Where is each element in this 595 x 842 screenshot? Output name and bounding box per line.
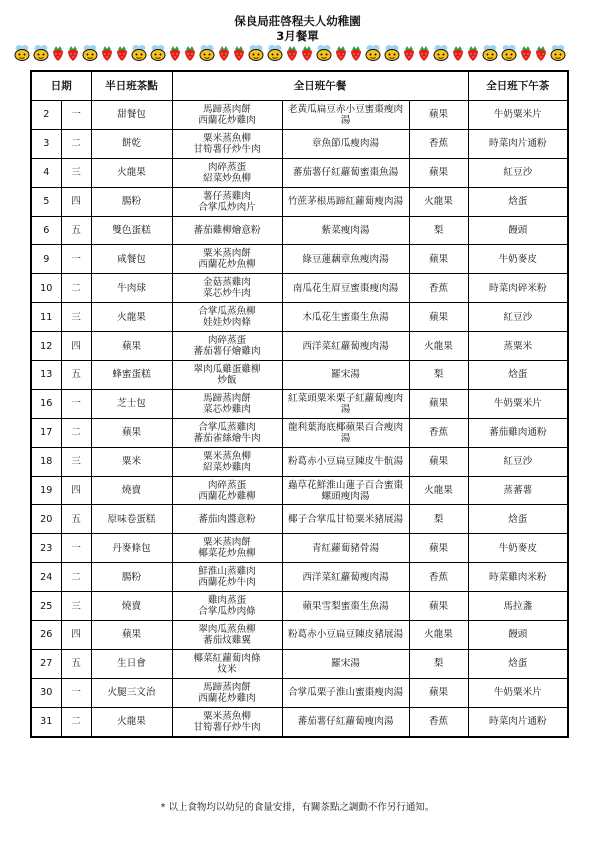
table-row: [31, 678, 568, 707]
weekday-cell: 四: [61, 187, 91, 216]
main-dish-line: 蕃茄雞柳燴意粉: [193, 225, 261, 236]
afternoon-tea-cell: 饅頭: [468, 216, 568, 245]
half-day-snack-cell: 燒賣: [91, 592, 172, 621]
table-row: [31, 101, 568, 130]
half-day-snack-cell: 腸粉: [91, 187, 172, 216]
strawberry-icon: [336, 46, 346, 61]
date-cell: 11: [31, 303, 61, 332]
main-dish-line: 馬蹄蒸肉餅: [203, 103, 251, 115]
header-half-day-snack: 半日班茶點: [91, 71, 172, 101]
date-cell: 2: [31, 101, 61, 130]
strawberry-icon: [53, 46, 63, 61]
strawberry-icon: [287, 46, 297, 61]
main-dish-cell: [172, 245, 282, 274]
main-dish-line: 合掌瓜蒸雞肉: [198, 421, 256, 433]
main-dish-line: 椰菜花炒魚柳: [198, 548, 256, 560]
main-dish-cell: [172, 361, 282, 390]
school-name: 保良局莊啓程夫人幼稚園: [234, 14, 361, 28]
table-row: [31, 245, 568, 274]
half-day-snack-cell: 火龍果: [91, 303, 172, 332]
main-dish-cell: [172, 505, 282, 534]
bee-icon: [151, 45, 165, 61]
main-dish-line: 鮮淮山蒸雞肉: [198, 566, 256, 578]
main-dish-cell: [172, 389, 282, 418]
main-dish-line: 翠肉瓜雞蛋雞柳: [193, 363, 261, 375]
bee-icon: [434, 45, 448, 61]
main-dish-cell: [172, 534, 282, 563]
table-row: [31, 129, 568, 158]
afternoon-tea-cell: 牛奶粟米片: [468, 678, 568, 707]
weekday-cell: 五: [61, 216, 91, 245]
soup-cell: 蘋果雪梨蜜棗生魚湯: [282, 592, 409, 621]
fruit-cell: 蘋果: [409, 389, 468, 418]
bee-icon: [551, 45, 565, 61]
half-day-snack-cell: 甜餐包: [91, 101, 172, 130]
main-dish-cell: [172, 707, 282, 736]
main-dish-line: 蕃茄炆雞翼: [203, 634, 251, 646]
date-cell: 6: [31, 216, 61, 245]
main-dish-cell: [172, 476, 282, 505]
fruit-cell: 梨: [409, 649, 468, 678]
main-dish-cell: [172, 303, 282, 332]
date-cell: 30: [31, 678, 61, 707]
weekday-cell: 三: [61, 592, 91, 621]
main-dish-line: 粟米蒸魚柳: [203, 450, 251, 462]
weekday-cell: 五: [61, 649, 91, 678]
table-row: [31, 592, 568, 621]
soup-cell: 蕃茄薯仔紅蘿蔔蜜棗魚湯: [282, 158, 409, 187]
main-dish-line: 西蘭花炒雞肉: [198, 692, 256, 704]
afternoon-tea-cell: 牛奶麥皮: [468, 534, 568, 563]
main-dish-cell: [172, 129, 282, 158]
bee-icon: [366, 45, 380, 61]
afternoon-tea-cell: 牛奶粟米片: [468, 101, 568, 130]
main-dish-line: 粟米蒸肉餅: [203, 537, 251, 549]
afternoon-tea-cell: 紅豆沙: [468, 303, 568, 332]
table-row: [31, 389, 568, 418]
date-cell: 31: [31, 707, 61, 736]
fruit-cell: 香蕉: [409, 563, 468, 592]
half-day-snack-cell: 蜂蜜蛋糕: [91, 361, 172, 390]
afternoon-tea-cell: 紅豆沙: [468, 447, 568, 476]
main-dish-cell: [172, 592, 282, 621]
weekday-cell: 一: [61, 245, 91, 274]
main-dish-line: 肉碎蒸蛋: [207, 161, 247, 173]
weekday-cell: 四: [61, 476, 91, 505]
soup-cell: 木瓜花生蜜棗生魚湯: [282, 303, 409, 332]
date-cell: 12: [31, 332, 61, 361]
weekday-cell: 五: [61, 505, 91, 534]
date-cell: 26: [31, 621, 61, 650]
strawberry-icon: [521, 46, 531, 61]
fruit-cell: 火龍果: [409, 332, 468, 361]
half-day-snack-cell: 餅乾: [91, 129, 172, 158]
strawberry-icon: [351, 46, 361, 61]
soup-cell: 蕃茄薯仔紅蘿蔔瘦肉湯: [282, 707, 409, 736]
main-dish-line: 馬蹄蒸肉餅: [203, 681, 251, 693]
main-dish-line: 粟米蒸魚柳: [203, 710, 251, 722]
date-cell: 17: [31, 418, 61, 447]
fruit-cell: 蘋果: [409, 592, 468, 621]
afternoon-tea-cell: 饅頭: [468, 621, 568, 650]
weekday-cell: 四: [61, 621, 91, 650]
main-dish-line: 薯仔蒸雞肉: [203, 190, 251, 202]
fruit-cell: 火龍果: [409, 187, 468, 216]
bee-icon: [502, 45, 516, 61]
main-dish-line: 菜芯炒雞肉: [203, 403, 251, 415]
strawberry-icon: [536, 46, 546, 61]
soup-cell: 羅宋湯: [282, 649, 409, 678]
afternoon-tea-cell: 牛奶粟米片: [468, 389, 568, 418]
weekday-cell: 二: [61, 418, 91, 447]
table-row: [31, 361, 568, 390]
date-cell: 20: [31, 505, 61, 534]
strawberry-icon: [185, 46, 195, 61]
soup-cell: 蟲草花鮮淮山蓮子百合蜜棗螺頭瘦肉湯: [282, 476, 409, 505]
fruit-cell: 蘋果: [409, 101, 468, 130]
bee-icon: [34, 45, 48, 61]
half-day-snack-cell: 咸餐包: [91, 245, 172, 274]
date-cell: 5: [31, 187, 61, 216]
fruit-cell: 蘋果: [409, 303, 468, 332]
main-dish-line: 椰菜紅蘿蔔肉條: [193, 652, 261, 664]
afternoon-tea-cell: 蒸粟米: [468, 332, 568, 361]
weekday-cell: 二: [61, 563, 91, 592]
weekday-cell: 二: [61, 707, 91, 736]
half-day-snack-cell: 丹麥條包: [91, 534, 172, 563]
date-cell: 18: [31, 447, 61, 476]
table-row: [31, 418, 568, 447]
weekday-cell: 三: [61, 158, 91, 187]
soup-cell: 粉葛赤小豆扁豆陳皮牛骯湯: [282, 447, 409, 476]
afternoon-tea-cell: 時菜肉碎米粉: [468, 274, 568, 303]
strawberry-icon: [170, 46, 180, 61]
table-row: [31, 534, 568, 563]
afternoon-tea-cell: 馬拉盞: [468, 592, 568, 621]
table-row: [31, 274, 568, 303]
main-dish-cell: [172, 678, 282, 707]
soup-cell: 合掌瓜栗子淮山蜜棗瘦肉湯: [282, 678, 409, 707]
fruit-cell: 火龍果: [409, 476, 468, 505]
bee-icon: [483, 45, 497, 61]
main-dish-line: 蕃茄薯仔燴雞肉: [193, 346, 261, 358]
menu-table: [30, 70, 569, 738]
fruit-cell: 蘋果: [409, 678, 468, 707]
half-day-snack-cell: 火龍果: [91, 707, 172, 736]
main-dish-line: 肉碎蒸蛋: [207, 479, 247, 491]
main-dish-line: 西蘭花炒雞肉: [198, 114, 256, 126]
footer-note: * 以上食物均以幼兒的食量安排，有關茶點之調動不作另行通知。: [160, 802, 435, 813]
main-dish-line: 金菇蒸雞肉: [203, 277, 251, 289]
table-row: [31, 447, 568, 476]
table-row: [31, 621, 568, 650]
soup-cell: 龍利葉海底椰蘋果百合瘦肉湯: [282, 418, 409, 447]
half-day-snack-cell: 火龍果: [91, 158, 172, 187]
soup-cell: 南瓜花生眉豆蜜棗瘦肉湯: [282, 274, 409, 303]
strawberry-icon: [453, 46, 463, 61]
main-dish-cell: [172, 649, 282, 678]
half-day-snack-cell: 腸粉: [91, 563, 172, 592]
fruit-cell: 梨: [409, 505, 468, 534]
afternoon-tea-cell: 焓蛋: [468, 649, 568, 678]
main-dish-line: 雞肉蒸蛋: [207, 595, 247, 607]
soup-cell: 粉葛赤小豆扁豆陳皮豬展湯: [282, 621, 409, 650]
fruit-cell: 香蕉: [409, 418, 468, 447]
date-cell: 23: [31, 534, 61, 563]
bee-icon: [249, 45, 263, 61]
soup-cell: 綠豆蓮藕章魚瘦肉湯: [282, 245, 409, 274]
main-dish-line: 合掌瓜炒肉條: [198, 606, 256, 618]
fruit-cell: 梨: [409, 216, 468, 245]
main-dish-line: 粟米蒸肉餅: [203, 248, 251, 260]
main-dish-line: 西蘭花炒雞柳: [198, 490, 256, 502]
bee-icon: [317, 45, 331, 61]
main-dish-line: 馬蹄蒸肉餅: [203, 392, 251, 404]
bee-icon: [132, 45, 146, 61]
weekday-cell: 二: [61, 274, 91, 303]
table-row: [31, 476, 568, 505]
fruit-cell: 蘋果: [409, 245, 468, 274]
header-full-day-lunch: 全日班午餐: [172, 71, 468, 101]
main-dish-line: 肉碎蒸蛋: [207, 335, 247, 347]
afternoon-tea-cell: 蒸蕃薯: [468, 476, 568, 505]
table-row: [31, 707, 568, 736]
strawberry-icon: [219, 46, 229, 61]
main-dish-line: 蕃茄肉醬意粉: [198, 513, 256, 525]
soup-cell: 老黃瓜扁豆赤小豆蜜棗瘦肉湯: [282, 101, 409, 130]
half-day-snack-cell: 雙色蛋糕: [91, 216, 172, 245]
date-cell: 9: [31, 245, 61, 274]
table-row: [31, 332, 568, 361]
afternoon-tea-cell: 焓蛋: [468, 505, 568, 534]
date-cell: 25: [31, 592, 61, 621]
decorative-border: [14, 44, 581, 62]
soup-cell: 章魚節瓜瘦肉湯: [282, 129, 409, 158]
strawberry-icon: [234, 46, 244, 61]
half-day-snack-cell: 蘋果: [91, 621, 172, 650]
weekday-cell: 五: [61, 361, 91, 390]
weekday-cell: 三: [61, 447, 91, 476]
main-dish-line: 西蘭花炒魚柳: [198, 259, 256, 271]
table-header-row: [31, 71, 568, 101]
date-cell: 24: [31, 563, 61, 592]
main-dish-line: 粟米蒸魚柳: [203, 132, 251, 144]
soup-cell: 青紅蘿蔔豬骨湯: [282, 534, 409, 563]
main-dish-line: 西蘭花炒牛肉: [198, 577, 256, 589]
afternoon-tea-cell: 牛奶麥皮: [468, 245, 568, 274]
table-row: [31, 216, 568, 245]
main-dish-cell: [172, 216, 282, 245]
fruit-cell: 蘋果: [409, 158, 468, 187]
main-dish-line: 炆米: [217, 663, 237, 675]
main-dish-line: 甘筍薯仔炒牛肉: [193, 143, 261, 155]
fruit-cell: 梨: [409, 361, 468, 390]
afternoon-tea-cell: 焓蛋: [468, 361, 568, 390]
strawberry-icon: [102, 46, 112, 61]
date-cell: 27: [31, 649, 61, 678]
main-dish-cell: [172, 332, 282, 361]
strawberry-icon: [404, 46, 414, 61]
soup-cell: 羅宋湯: [282, 361, 409, 390]
main-dish-line: 甘筍薯仔炒牛肉: [193, 721, 261, 733]
table-row: [31, 187, 568, 216]
afternoon-tea-cell: 時菜肉片通粉: [468, 707, 568, 736]
main-dish-line: 紹菜炒雞肉: [203, 461, 251, 473]
date-cell: 3: [31, 129, 61, 158]
table-row: [31, 303, 568, 332]
strawberry-icon: [68, 46, 78, 61]
fruit-cell: 香蕉: [409, 129, 468, 158]
page-header: [0, 14, 595, 44]
table-row: [31, 563, 568, 592]
fruit-cell: 香蕉: [409, 274, 468, 303]
afternoon-tea-cell: 焓蛋: [468, 187, 568, 216]
half-day-snack-cell: 芝士包: [91, 389, 172, 418]
soup-cell: 紫菜瘦肉湯: [282, 216, 409, 245]
half-day-snack-cell: 牛肉球: [91, 274, 172, 303]
soup-cell: 西洋菜紅蘿蔔瘦肉湯: [282, 332, 409, 361]
menu-subtitle: 3月餐單: [276, 29, 319, 43]
table-row: [31, 649, 568, 678]
weekday-cell: 一: [61, 534, 91, 563]
header-full-day-tea: 全日班下午茶: [468, 71, 568, 101]
fruit-cell: 香蕉: [409, 707, 468, 736]
table-row: [31, 158, 568, 187]
main-dish-cell: [172, 158, 282, 187]
soup-cell: 紅菜頭粟米栗子紅蘿蔔瘦肉湯: [282, 389, 409, 418]
fruit-cell: 蘋果: [409, 534, 468, 563]
date-cell: 13: [31, 361, 61, 390]
strawberry-icon: [419, 46, 429, 61]
soup-cell: 竹蔗茅根馬蹄紅蘿蔔瘦肉湯: [282, 187, 409, 216]
soup-cell: 椰子合掌瓜甘筍粟米豬展湯: [282, 505, 409, 534]
main-dish-line: 合掌瓜蒸魚柳: [198, 306, 256, 318]
main-dish-line: 蕃茄雀絲燴牛肉: [193, 432, 261, 444]
bee-icon: [268, 45, 282, 61]
date-cell: 4: [31, 158, 61, 187]
fruit-cell: 火龍果: [409, 621, 468, 650]
weekday-cell: 三: [61, 303, 91, 332]
half-day-snack-cell: 燒賣: [91, 476, 172, 505]
bee-icon: [83, 45, 97, 61]
half-day-snack-cell: 粟米: [91, 447, 172, 476]
fruit-cell: 蘋果: [409, 447, 468, 476]
afternoon-tea-cell: 蕃茄雞肉通粉: [468, 418, 568, 447]
half-day-snack-cell: 生日會: [91, 649, 172, 678]
weekday-cell: 一: [61, 678, 91, 707]
main-dish-line: 娃娃炒肉條: [203, 317, 251, 329]
table-row: [31, 505, 568, 534]
main-dish-line: 炒飯: [217, 374, 237, 386]
main-dish-cell: [172, 621, 282, 650]
afternoon-tea-cell: 時菜雞肉米粉: [468, 563, 568, 592]
bee-icon: [15, 45, 29, 61]
main-dish-cell: [172, 418, 282, 447]
date-cell: 10: [31, 274, 61, 303]
main-dish-line: 菜芯炒牛肉: [203, 288, 251, 300]
half-day-snack-cell: 蘋果: [91, 332, 172, 361]
half-day-snack-cell: 火腿三文治: [91, 678, 172, 707]
half-day-snack-cell: 原味卷蛋糕: [91, 505, 172, 534]
main-dish-cell: [172, 274, 282, 303]
weekday-cell: 二: [61, 129, 91, 158]
header-date: 日期: [31, 71, 91, 101]
bee-icon: [200, 45, 214, 61]
strawberry-icon: [468, 46, 478, 61]
main-dish-line: 紹菜炒魚柳: [203, 172, 251, 184]
strawberry-icon: [302, 46, 312, 61]
half-day-snack-cell: 蘋果: [91, 418, 172, 447]
main-dish-line: 合掌瓜炒肉片: [198, 201, 256, 213]
weekday-cell: 一: [61, 101, 91, 130]
main-dish-cell: [172, 187, 282, 216]
date-cell: 19: [31, 476, 61, 505]
strawberry-icon: [117, 46, 127, 61]
afternoon-tea-cell: 時菜肉片通粉: [468, 129, 568, 158]
weekday-cell: 四: [61, 332, 91, 361]
main-dish-cell: [172, 447, 282, 476]
main-dish-cell: [172, 101, 282, 130]
main-dish-cell: [172, 563, 282, 592]
weekday-cell: 一: [61, 389, 91, 418]
afternoon-tea-cell: 紅豆沙: [468, 158, 568, 187]
bee-icon: [385, 45, 399, 61]
soup-cell: 西洋菜紅蘿蔔瘦肉湯: [282, 563, 409, 592]
main-dish-line: 翠肉瓜蒸魚柳: [198, 623, 256, 635]
date-cell: 16: [31, 389, 61, 418]
